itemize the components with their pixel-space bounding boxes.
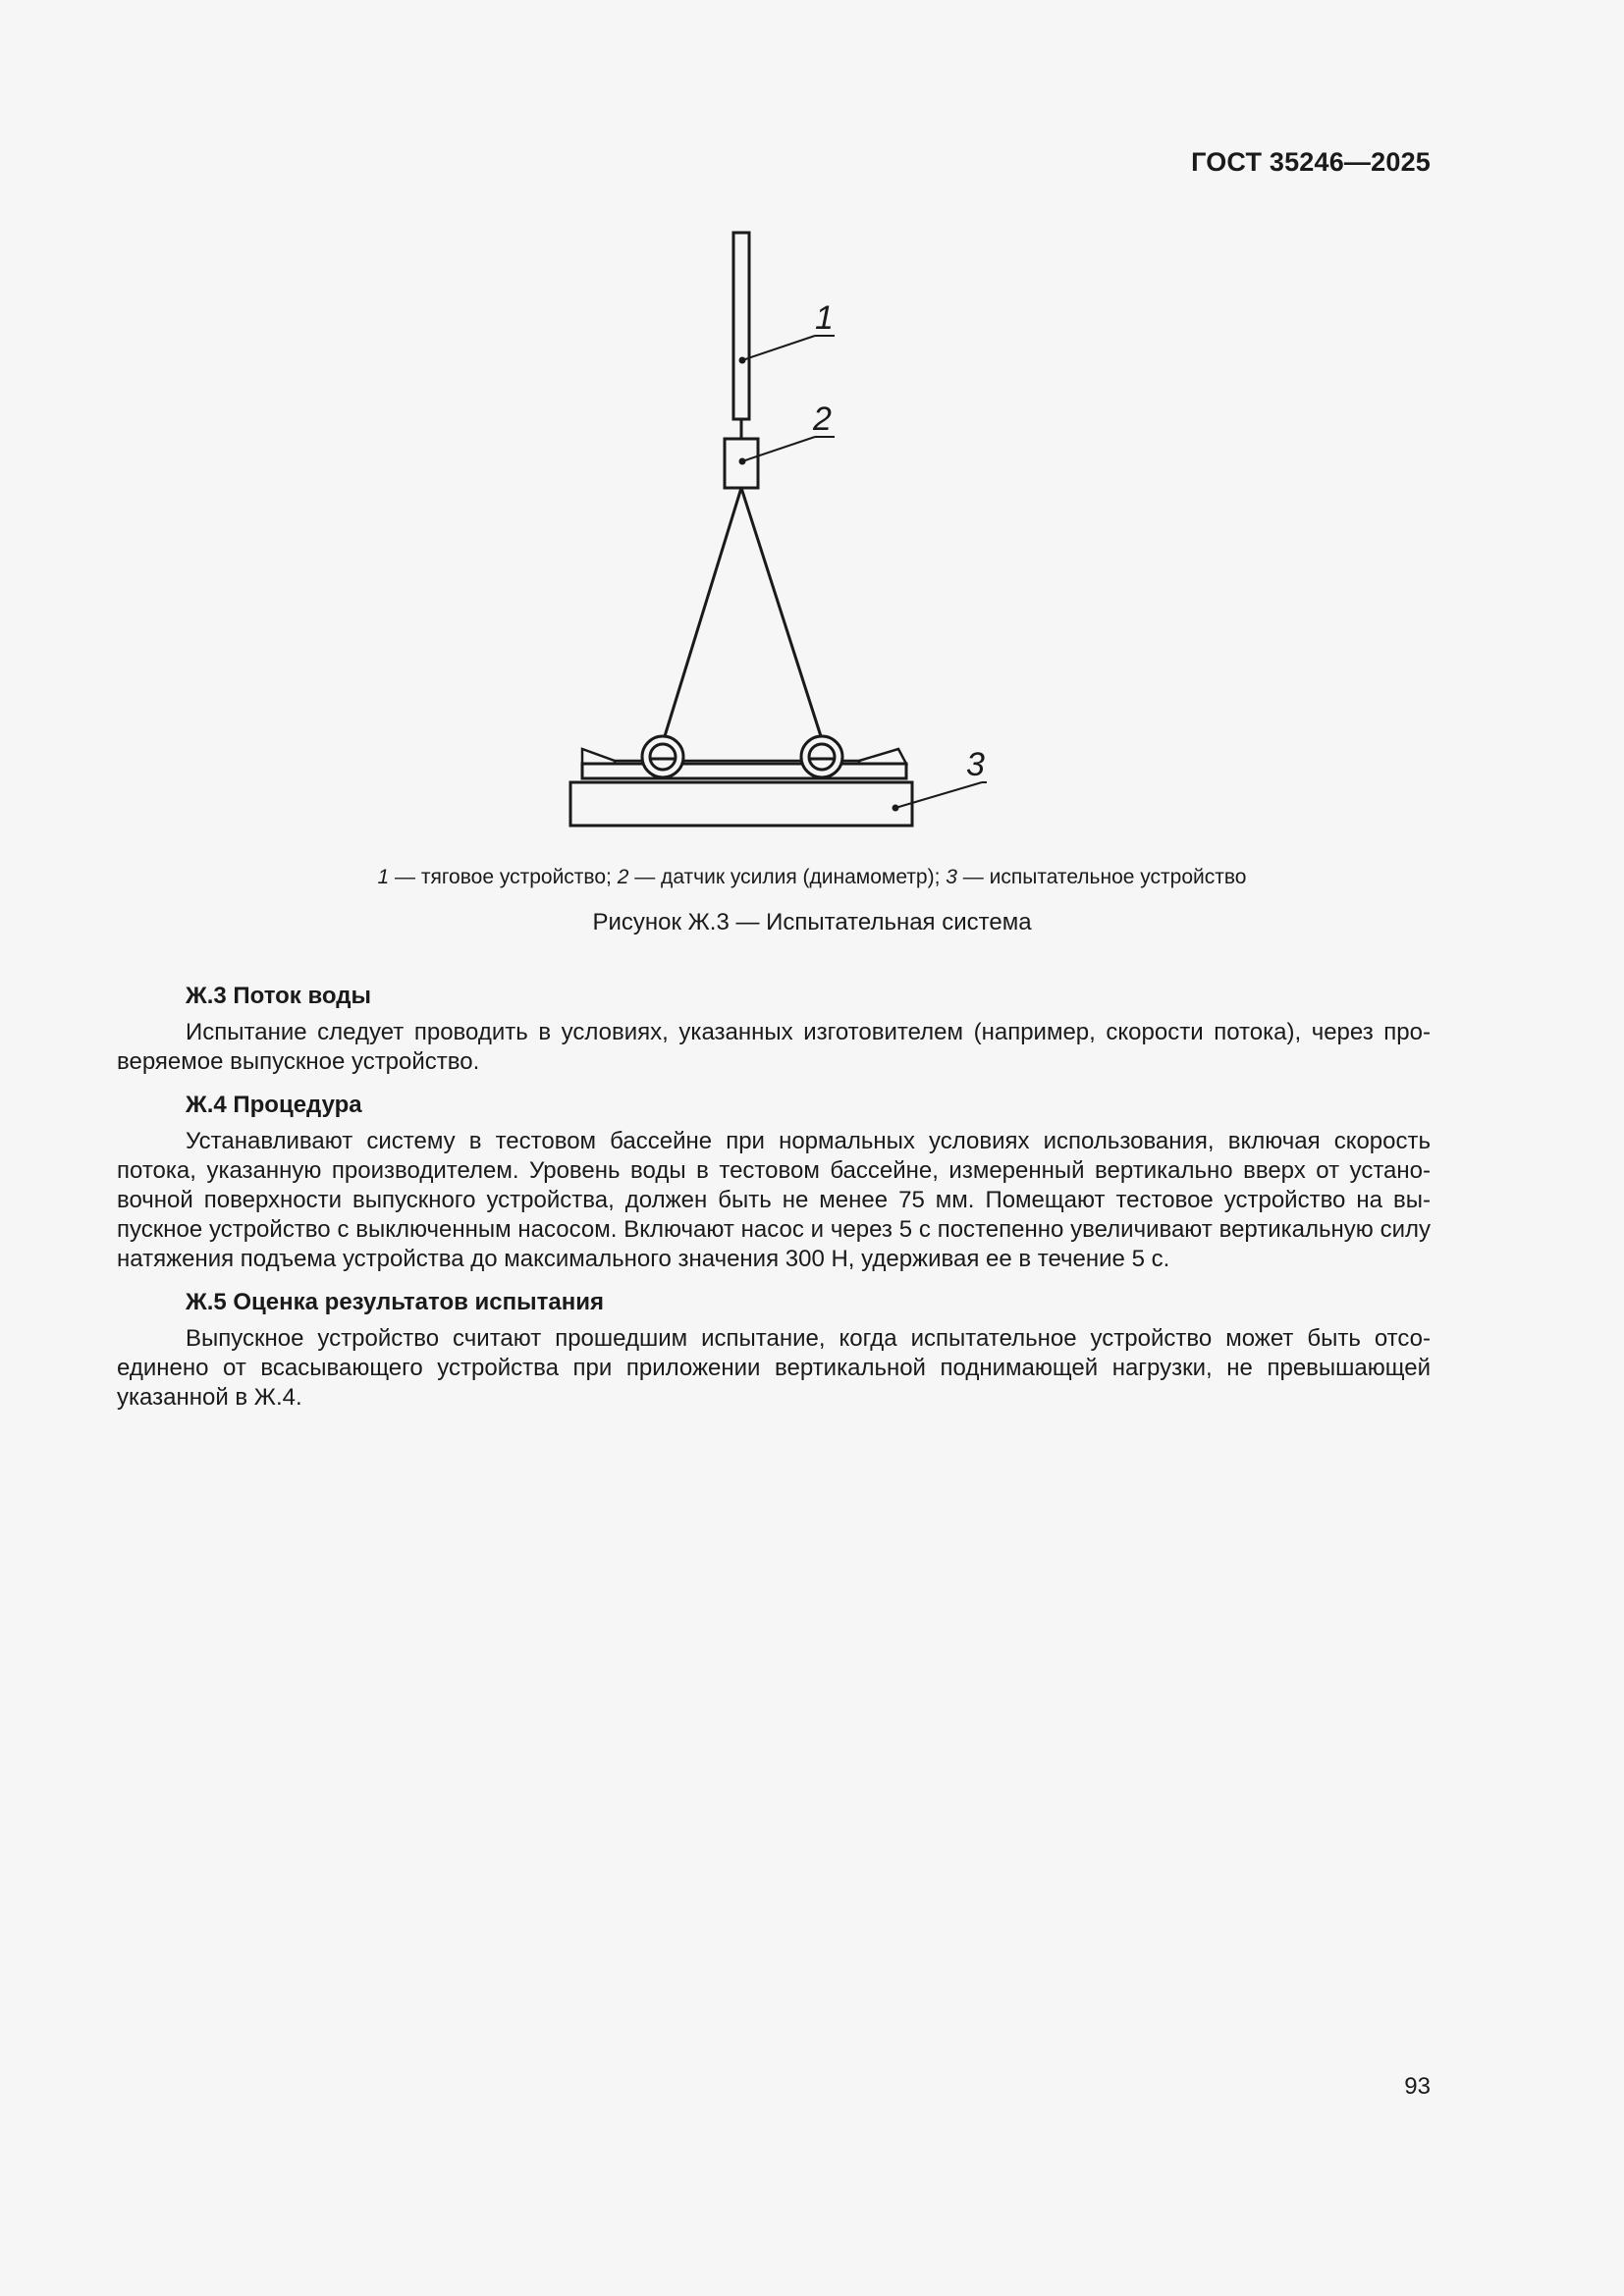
leader-line-3	[895, 782, 982, 808]
section-zh5	[117, 1288, 1431, 1413]
figure-caption: Рисунок Ж.3 — Испытательная система	[592, 909, 1032, 935]
section-heading: Ж.4 Процедура	[186, 1092, 362, 1118]
leader-dot-2	[740, 459, 745, 464]
callout-3: 3	[966, 746, 985, 783]
device-upper-body	[582, 764, 906, 778]
left-lifting-ring-outer	[642, 736, 683, 777]
device-top-plate-right	[859, 749, 906, 764]
right-sling	[741, 488, 821, 736]
document-standard-id: ГОСТ 35246—2025	[1191, 147, 1431, 177]
leader-dot-1	[740, 358, 745, 363]
left-sling	[665, 488, 741, 736]
callout-2: 2	[813, 400, 832, 438]
callout-1: 1	[815, 299, 834, 337]
section-zh4	[117, 1091, 1431, 1274]
page-number: 93	[1404, 2073, 1431, 2100]
section-paragraph: Испытание следует проводить в условиях, указанных изготовителем (например, скорости потока), через проверяемое выпускное устройство.	[117, 1019, 1431, 1075]
section-paragraph: Выпускное устройство считают прошедшим испытание, когда испытательное устройство может быть отсоединено от всасывающего устройства при приложении вертикальной поднимающей нагрузки, не превышающей указанной в Ж.4.	[117, 1325, 1431, 1411]
legend-text-2: — датчик усилия (динамометр);	[628, 866, 947, 888]
section-heading: Ж.5 Оценка результатов испытания	[186, 1289, 604, 1315]
device-top-plate	[582, 749, 615, 764]
legend-num-2: 2	[617, 866, 629, 888]
figure-legend	[0, 866, 1624, 889]
legend-num-3: 3	[946, 866, 957, 888]
legend-text-1: — тяговое устройство;	[389, 866, 618, 888]
leader-dot-3	[893, 806, 898, 811]
legend-text-3: — испытательное устройство	[956, 866, 1247, 888]
body-text	[117, 982, 1431, 1426]
section-heading: Ж.3 Поток воды	[186, 983, 371, 1009]
test-system-diagram	[550, 221, 1021, 849]
traction-device-rod	[733, 233, 749, 419]
test-device-base	[570, 782, 912, 826]
right-lifting-ring-outer	[801, 736, 842, 777]
test-system-figure	[550, 221, 1021, 849]
leader-line-1	[742, 336, 815, 360]
legend-num-1: 1	[377, 866, 390, 888]
section-paragraph: Устанавливают систему в тестовом бассейне при нормальных условиях использования, включая скорость потока, указанную производителем. Уровень воды в тестовом бассейне, измеренный вертикально вверх от установочной поверхности выпускного устройства, должен быть не менее 75 мм. Помещают тестовое устройство на выпускное устройство с выключенным насосом. Включают насос и через 5 с постепенно увеличивают вертикальную силу натяжения подъема устройства до максимального значения 300 Н, удерживая ее в течение 5 с.	[117, 1128, 1431, 1272]
section-zh3	[117, 982, 1431, 1077]
